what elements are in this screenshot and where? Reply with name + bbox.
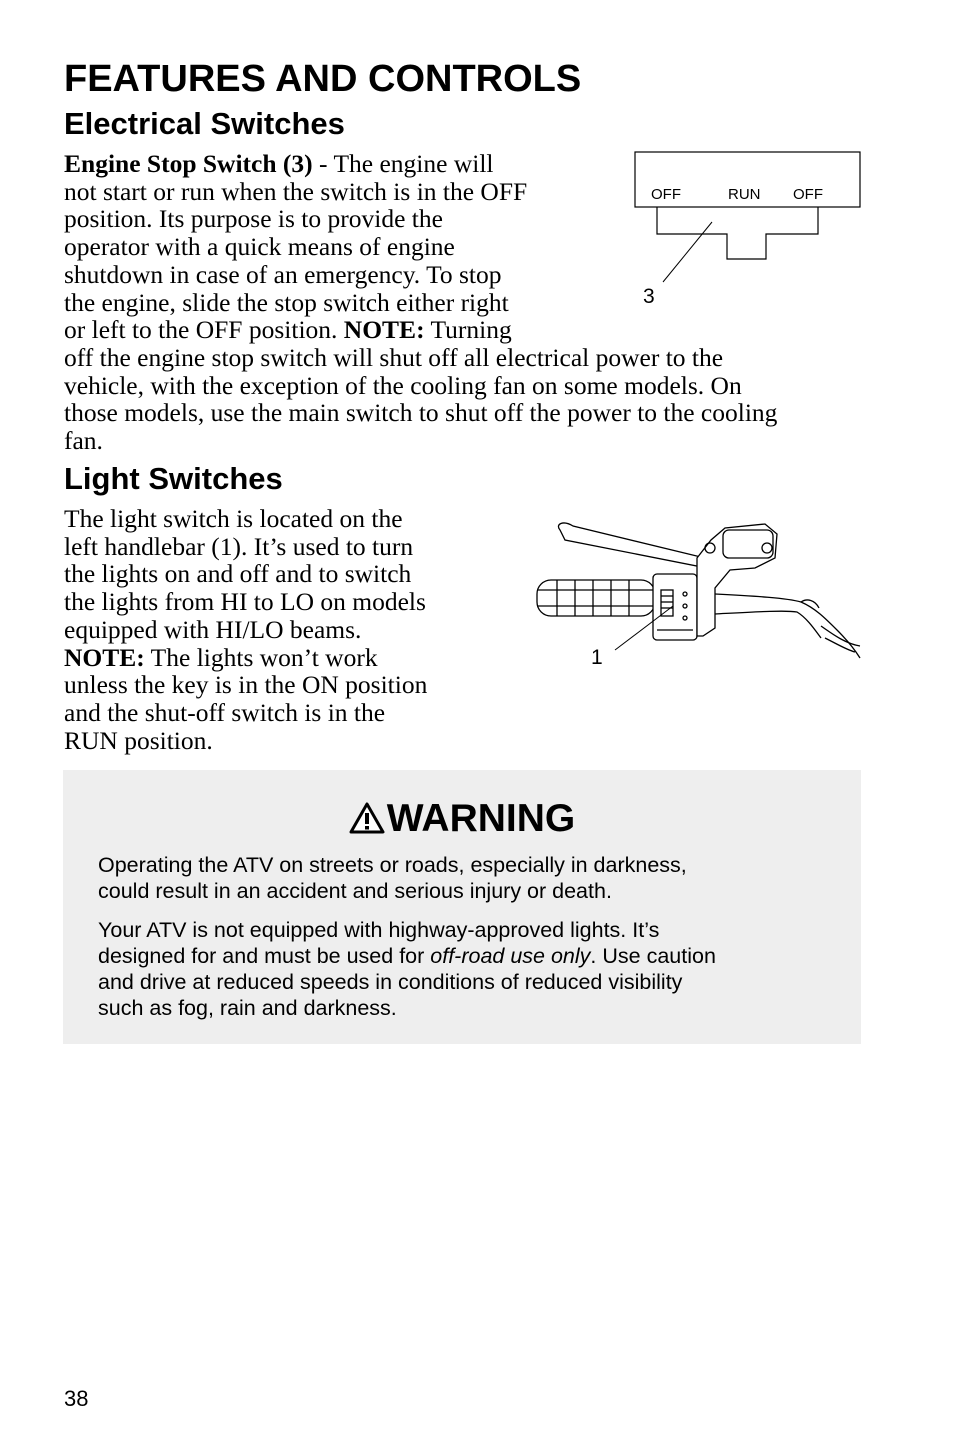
warning-title-text: WARNING [386,797,576,840]
text-line: The light switch is located on the [64,504,403,533]
text-line: not start or run when the switch is in the OFF [64,176,528,206]
text-line: equipped with HI/LO beams. [64,614,362,644]
callout-leader-line [663,222,712,282]
page-title: FEATURES AND CONTROLS [64,58,582,100]
text-line: RUN position. [64,725,213,755]
text-line: such as fog, rain and darkness. [98,996,397,1020]
text-line: Turning [424,315,512,345]
engine-stop-switch-term: Engine Stop Switch (3) [64,149,313,178]
off-road-emphasis: off-road use only [430,944,591,968]
text-line: designed for and must be used for [98,944,431,968]
text-line: or left to the OFF position. [64,315,344,345]
warning-paragraph-1 [98,852,848,904]
text-line: - The engine will [312,149,494,178]
warning-title [63,796,861,842]
text-line: the lights from HI to LO on models [64,587,426,617]
handlebar-grip [537,580,655,616]
electrical-switches-heading: Electrical Switches [64,106,345,141]
engine-stop-switch-diagram [630,150,866,310]
light-switch-paragraph [64,505,427,754]
text-line: unless the key is in the ON position [64,670,428,700]
text-line: . Use caution [590,944,716,968]
callout-number-3: 3 [643,285,655,308]
text-line: and drive at reduced speeds in conditions of reduced visibility [98,970,683,994]
text-line: left handlebar (1). It’s used to turn [64,531,414,561]
switch-body-outline [657,207,818,259]
text-line: Operating the ATV on streets or roads, especially in darkness, [98,853,687,877]
warning-box [63,770,861,1044]
text-line: vehicle, with the exception of the cooling fan on some models. On [64,370,742,400]
text-line: The lights won’t work [144,642,378,672]
text-line: shutdown in case of an emergency. To stop [64,259,502,289]
page-number: 38 [64,1386,89,1411]
text-line: operator with a quick means of engine [64,232,455,262]
text-line: the engine, slide the stop switch either right [64,287,509,317]
note-label: NOTE: [343,315,425,345]
text-line: fan. [64,426,103,456]
light-switches-heading: Light Switches [64,461,283,496]
text-line: position. Its purpose is to provide the [64,204,443,234]
warning-paragraph-2 [98,917,848,1021]
text-line: and the shut-off switch is in the [64,697,386,727]
brake-clamp [697,524,777,636]
handlebar-tube [715,594,860,658]
note-label: NOTE: [64,642,145,672]
callout-number-1: 1 [591,646,603,669]
switch-label-off-right: OFF [793,186,823,203]
brake-lever [558,523,707,568]
text-line: off the engine stop switch will shut off all electrical power to the [64,342,724,372]
text-line: Your ATV is not equipped with highway-approved lights. It’s [98,918,660,942]
switch-label-run: RUN [728,186,761,203]
warning-triangle-icon [349,802,385,834]
text-line: those models, use the main switch to shut off the power to the cooling [64,398,778,428]
switch-label-off-left: OFF [651,186,681,203]
handlebar-illustration [525,518,865,678]
text-line: could result in an accident and serious injury or death. [98,879,612,903]
text-line: the lights on and off and to switch [64,559,412,589]
